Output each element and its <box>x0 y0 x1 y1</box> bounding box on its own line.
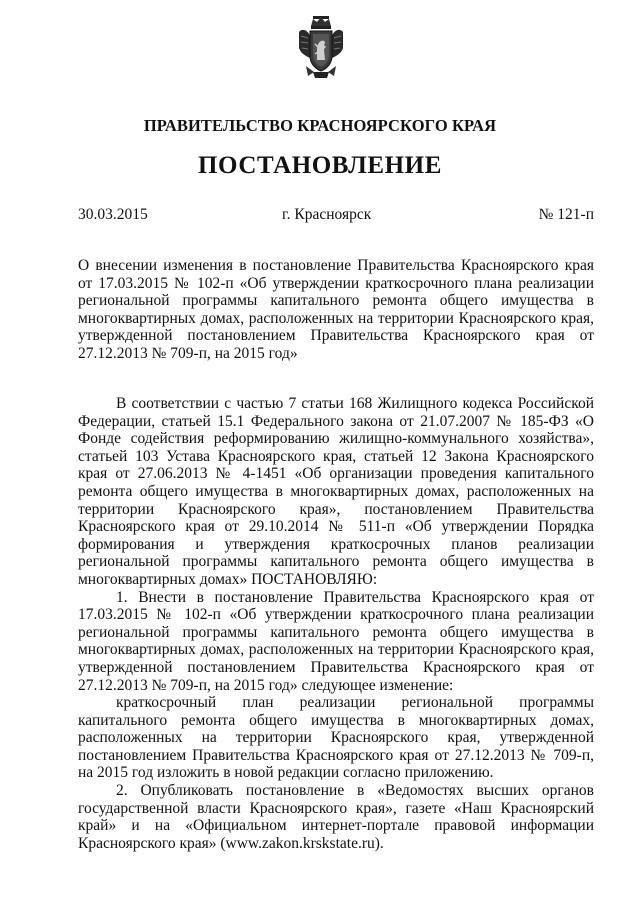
government-title: ПРАВИТЕЛЬСТВО КРАСНОЯРСКОГО КРАЯ <box>143 116 497 135</box>
item-1-paragraph: 1. Внести в постановление Правительства Красноярского края от 17.03.2015 № 102-п «Об утверждении краткосрочного плана реализации региональной программы капитального ремонта общего имущества в многоквартирных домах, расположенных на территории Красноярского края, утвержденной постановлением Правительства Красноярского края от 27.12.2013 № 709-п, на 2015 год» следующее изменение: <box>78 588 594 694</box>
document-subject <box>78 257 594 363</box>
document-type-heading: ПОСТАНОВЛЕНИЕ <box>197 152 443 179</box>
document-date: 30.03.2015 <box>78 206 148 223</box>
preamble-paragraph: В соответствии с частью 7 статьи 168 Жилищного кодекса Российской Федерации, статьей 15.1 Федерального закона от 21.07.2007 № 185-ФЗ «О Фонде содействия реформированию жилищно-коммунального хозяйства», статьей 103 Устава Красноярского края, статьей 12 Закона Красноярского края от 27.06.2013 № 4-1451 «Об организации проведения капитального ремонта общего имущества в многоквартирных домах, расположенных на территории Красноярского края», постановлением Правительства Красноярского края от 29.10.2014 № 511-п «Об утверждении Порядка формирования и утверждения краткосрочных планов реализации региональной программы капитального ремонта общего имущества в многоквартирных домах» ПОСТАНОВЛЯЮ: <box>78 395 594 588</box>
item-1-detail-paragraph: краткосрочный план реализации региональной программы капитального ремонта общего имущества в многоквартирных домах, расположенных на территории Красноярского края, утвержденной постановлением Правительства Красноярского края от 27.12.2013 № 709-п, на 2015 год изложить в новой редакции согласно приложению. <box>78 694 594 782</box>
item-2-paragraph: 2. Опубликовать постановление в «Ведомостях высших органов государственной власти Красноярского края», газете «Наш Красноярский край» и на «Официальном интернет-портале правовой информации Красноярского края» (www.zakon.krskstate.ru). <box>78 782 594 852</box>
document-meta-row <box>78 206 594 226</box>
document-body <box>78 395 594 852</box>
document-city: г. Красноярск <box>282 206 372 223</box>
document-number: № 121-п <box>538 206 594 223</box>
krasnoyarsk-coat-of-arms-icon <box>296 14 346 80</box>
subject-text: О внесении изменения в постановление Правительства Красноярского края от 17.03.2015 № 102-п «Об утверждении краткосрочного плана реализации региональной программы капитального ремонта общего имущества в многоквартирных домах, расположенных на территории Красноярского края, утвержденной постановлением Правительства Красноярского края от 27.12.2013 № 709-п, на 2015 год» <box>78 257 594 362</box>
